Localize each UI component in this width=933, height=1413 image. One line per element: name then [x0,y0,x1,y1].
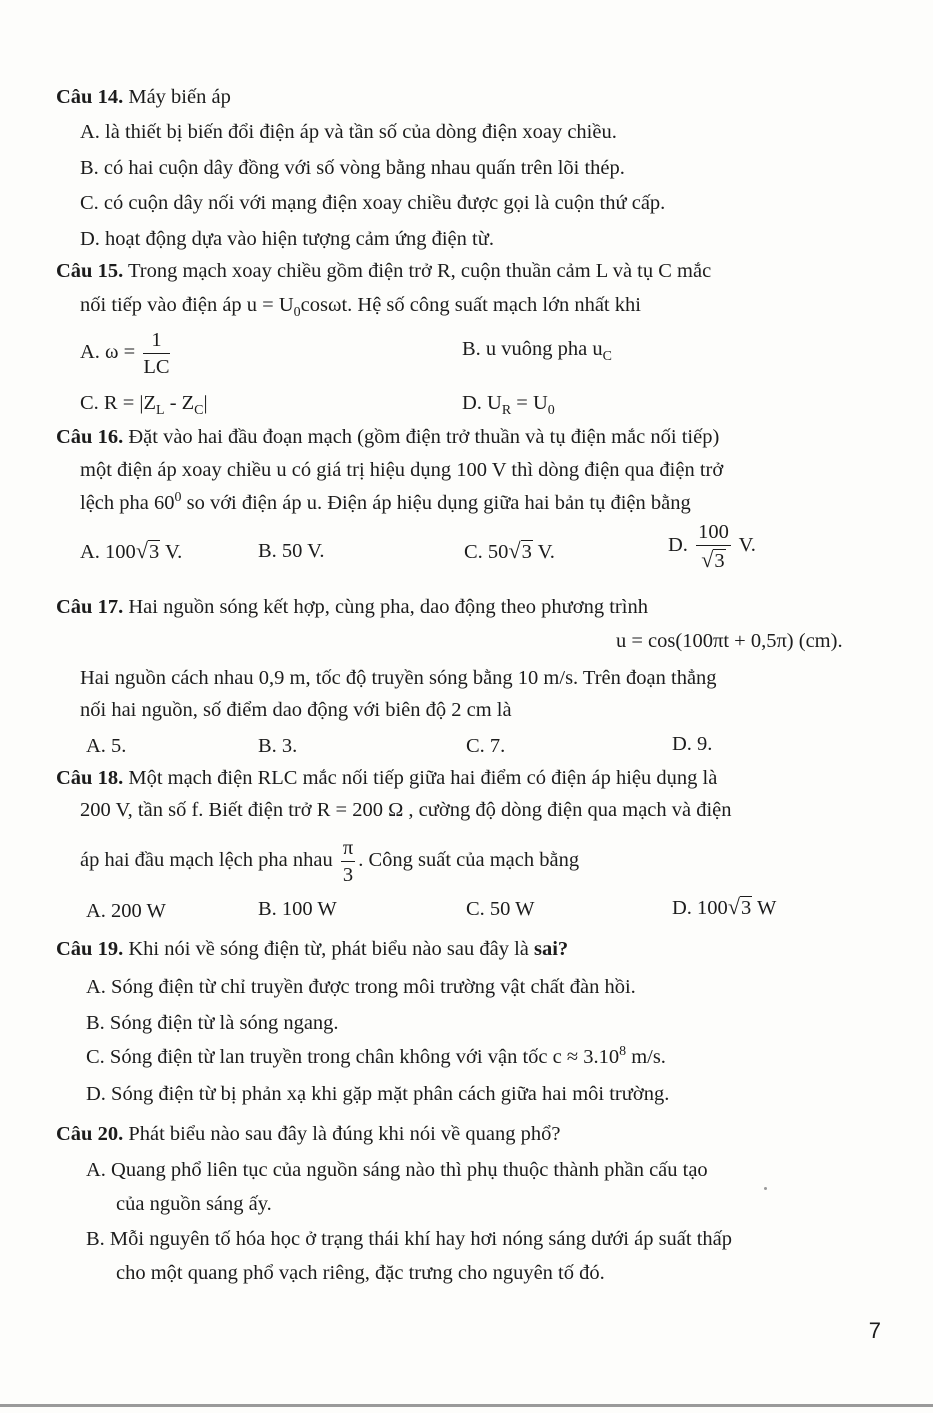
question-17-option-b: B. 3. [258,735,298,757]
question-19-text: Khi nói về sóng điện từ, phát biểu nào sau đây là [128,938,534,960]
question-14-text: Máy biến áp [128,86,231,108]
question-20-text: Phát biểu nào sau đây là đúng khi nói về quang phổ? [128,1123,561,1145]
sqrt-symbol: √3 [701,546,725,572]
scan-speck [764,1187,767,1190]
question-15-stem-line-1 [56,258,933,284]
question-16-option-a [80,538,182,565]
question-19-option-c [86,1044,933,1070]
question-19-option-c-sup: 8 [619,1044,627,1060]
question-15-option-c-end: | [203,392,208,414]
question-15-option-b [462,336,612,365]
question-17-stem-line-3: nối hai nguồn, số điểm dao động với biên độ 2 cm là [80,699,512,721]
question-18-fraction [341,838,355,885]
sqrt-symbol: √3 [727,894,752,919]
fraction-denominator [696,546,731,572]
question-16-text-3b: so với điện áp u. Điện áp hiệu dụng giữa hai bản tụ điện bằng [181,492,691,514]
page-bottom-edge [0,1404,933,1407]
question-15-option-c-text: C. R = |Z [80,392,157,414]
question-15-option-d [462,390,555,419]
question-20-option-b-line-2: cho một quang phổ vạch riêng, đặc trưng cho nguyên tố đó. [116,1262,605,1284]
question-16-text-3a: lệch pha 60 [80,492,175,514]
question-15-text-2-sub: 0 [293,305,301,321]
fraction-denominator: LC [143,355,170,378]
question-18-text-3b: . Công suất của mạch bằng [358,849,580,872]
question-20-option-a-line-1: A. Quang phổ liên tục của nguồn sáng nào thì phụ thuộc thành phần cấu tạo [86,1159,708,1181]
question-16-text-3-sup: 0 [174,490,182,506]
question-17-stem-line-1 [56,594,933,620]
question-17-equation: u = cos(100πt + 0,5π) (cm). [616,630,843,652]
question-14-option-a: A. là thiết bị biến đổi điện áp và tần số của dòng điện xoay chiều. [80,121,617,143]
question-18-stem-line-1 [56,765,933,791]
question-19-option-d: D. Sóng điện từ bị phản xạ khi gặp mặt phân cách giữa hai môi trường. [86,1083,670,1105]
question-14-stem [56,84,933,110]
question-17-label: Câu 17. [56,596,124,618]
question-17-stem-line-2: Hai nguồn cách nhau 0,9 m, tốc độ truyền sóng bằng 10 m/s. Trên đoạn thẳng [80,667,717,689]
question-18-text-1: Một mạch điện RLC mắc nối tiếp giữa hai điểm có điện áp hiệu dụng là [128,767,718,789]
question-19-stem [56,936,933,962]
question-16-option-b: B. 50 V. [258,540,325,562]
question-20-option-a-line-2: của nguồn sáng ấy. [116,1193,272,1215]
question-14-option-c: C. có cuộn dây nối với mạng điện xoay chiều được gọi là cuộn thứ cấp. [80,192,666,214]
question-19-option-a: A. Sóng điện từ chỉ truyền được trong môi trường vật chất đàn hồi. [86,976,636,998]
question-18-option-d [672,894,776,921]
question-20-stem [56,1121,933,1147]
question-15-option-a-prefix: A. ω = [80,341,136,364]
sqrt-symbol: √3 [135,538,160,563]
question-18-option-b: B. 100 W [258,898,337,920]
question-18-stem-line-2: 200 V, tần số f. Biết điện trở R = 200 Ω , cường độ dòng điện qua mạch và điện [80,799,732,821]
question-15-option-a [80,330,173,377]
question-15-option-c-sub1: L [156,403,165,419]
question-18-option-d-unit: W [752,897,777,919]
sqrt-symbol: √3 [508,538,532,563]
sqrt-radicand: 3 [148,541,160,563]
question-15-option-d-text: D. U [462,392,502,414]
question-15-option-c-sub2: C [194,403,204,419]
question-19-option-c-end: m/s. [626,1046,666,1068]
question-16-option-d [668,522,756,571]
question-15-text-2a: nối tiếp vào điện áp u = U [80,294,294,316]
question-16-stem-line-1 [56,424,933,450]
question-15-text-2b: cosωt. Hệ số công suất mạch lớn nhất khi [300,294,641,316]
question-15-stem-line-2 [80,292,933,321]
question-16-option-c [464,538,555,565]
question-15-text-1: Trong mạch xoay chiều gồm điện trở R, cuộn thuần cảm L và tụ C mắc [127,260,712,282]
question-16-stem-line-2: một điện áp xoay chiều u có giá trị hiệu dụng 100 V thì dòng điện qua điện trở [80,459,724,481]
question-18-text-3a: áp hai đầu mạch lệch pha nhau [80,849,333,872]
question-18-option-a: A. 200 W [86,900,166,922]
question-18-label: Câu 18. [56,767,124,789]
question-16-label: Câu 16. [56,426,124,448]
question-17-option-c: C. 7. [466,735,506,757]
question-18-stem-line-3 [80,838,933,885]
sqrt-radicand: 3 [521,541,532,563]
fraction-numerator: 100 [696,522,731,546]
question-19-text-bold: sai? [534,938,569,960]
fraction-numerator: 1 [143,330,169,354]
question-16-option-c-prefix: C. 50 [464,541,509,563]
question-16-option-d-fraction [696,522,731,571]
question-15-option-c [80,390,208,419]
page-number: 7 [868,1318,881,1343]
question-16-option-d-prefix: D. [668,534,688,557]
question-17-text-1: Hai nguồn sóng kết hợp, cùng pha, dao động theo phương trình [128,596,648,618]
question-18-option-d-prefix: D. 100 [672,897,728,919]
sqrt-radicand: 3 [714,549,725,572]
question-15-option-a-fraction [143,330,169,377]
question-15-option-d-mid: = U [511,392,548,414]
question-15-label: Câu 15. [56,260,124,282]
question-16-option-c-unit: V. [532,541,555,563]
question-17-option-d: D. 9. [672,733,713,755]
question-15-option-c-mid: - Z [164,392,195,414]
question-16-stem-line-3 [80,490,933,516]
question-15-option-d-sub1: R [501,403,512,419]
question-15-option-d-sub2: 0 [547,403,555,419]
question-16-option-d-unit: V. [738,534,756,557]
question-15-option-b-sub: C [602,349,612,365]
sqrt-radicand: 3 [740,897,752,919]
question-15-option-b-text: B. u vuông pha u [462,338,603,360]
question-19-option-c-text: C. Sóng điện từ lan truyền trong chân không với vận tốc c ≈ 3.10 [86,1046,620,1068]
question-19-option-b: B. Sóng điện từ là sóng ngang. [86,1012,339,1034]
question-14-label: Câu 14. [56,86,124,108]
question-16-text-1: Đặt vào hai đầu đoạn mạch (gồm điện trở thuần và tụ điện mắc nối tiếp) [128,426,720,448]
fraction-numerator: π [341,838,355,862]
question-19-label: Câu 19. [56,938,124,960]
question-18-option-c: C. 50 W [466,898,535,920]
question-20-option-b-line-1: B. Mỗi nguyên tố hóa học ở trạng thái khí hay hơi nóng sáng dưới áp suất thấp [86,1228,733,1250]
question-17-option-a: A. 5. [86,735,127,757]
question-14-option-d: D. hoạt động dựa vào hiện tượng cảm ứng điện từ. [80,228,494,250]
question-16-option-a-unit: V. [160,541,183,563]
question-20-label: Câu 20. [56,1123,124,1145]
question-14-option-b: B. có hai cuộn dây đồng với số vòng bằng nhau quấn trên lõi thép. [80,157,625,179]
fraction-denominator: 3 [342,863,354,886]
question-16-option-a-prefix: A. 100 [80,541,136,563]
